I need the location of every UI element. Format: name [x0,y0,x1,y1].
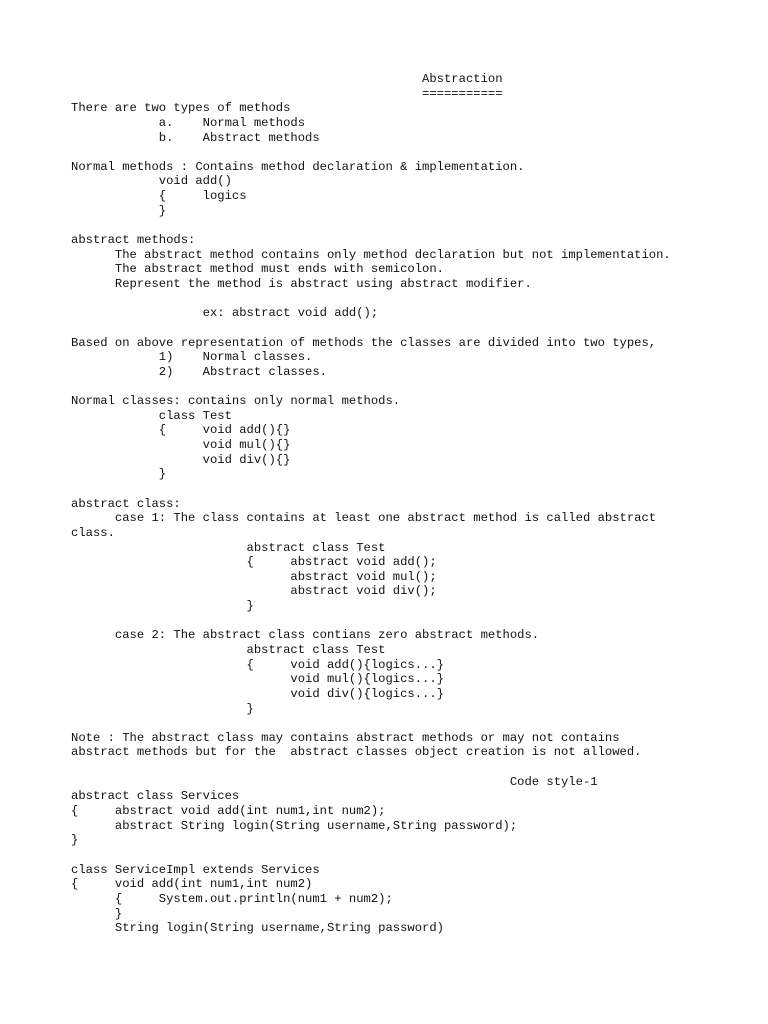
text-line: Represent the method is abstract using abstract modifier. [71,276,532,291]
blank-line [71,614,751,629]
list-item: b. Abstract methods [71,130,320,145]
code-line: abstract void div(); [71,584,437,599]
title-line: Abstraction [71,72,503,86]
blank-line [71,379,751,394]
text-line: class. [71,525,115,540]
code-style-heading: Code style-1 [71,774,598,789]
blank-line [71,760,751,775]
code-line: void mul(){logics...} [71,672,444,687]
note-line: abstract methods but for the abstract classes object creation is not allowed. [71,745,642,760]
blank-line [71,716,751,731]
note-line: Note : The abstract class may contains abstract methods or may not contains [71,730,620,745]
blank-line [71,321,751,336]
code-line: } [71,203,167,218]
code-line: { logics [71,189,247,204]
blank-line [71,218,751,233]
blank-line [71,145,751,160]
code-line: { void add(int num1,int num2) [71,877,313,892]
code-line: { abstract void add(); [71,555,437,570]
code-line: abstract class Test [71,540,386,555]
code-line: void mul(){} [71,438,291,453]
code-line: abstract class Test [71,642,386,657]
code-line: ex: abstract void add(); [71,306,379,321]
code-line: } [71,701,254,716]
text-line: case 2: The abstract class contians zero abstract methods. [71,628,540,643]
text-line: case 1: The class contains at least one abstract method is called abstract [71,511,657,526]
code-line: void add() [71,174,232,189]
list-item: 1) Normal classes. [71,350,313,365]
code-line: { void add(){} [71,423,291,438]
code-line: abstract class Services [71,789,240,804]
section-heading: Normal classes: contains only normal methods. [71,394,401,409]
code-line: void div(){} [71,452,291,467]
code-line: class ServiceImpl extends Services [71,862,320,877]
code-line: { System.out.println(num1 + num2); [71,891,393,906]
list-item: a. Normal methods [71,115,306,130]
list-item: 2) Abstract classes. [71,364,327,379]
code-line: { abstract void add(int num1,int num2); [71,804,386,819]
title-underline: =========== [71,86,503,101]
text-line: The abstract method must ends with semicolon. [71,262,444,277]
blank-line [71,292,751,307]
code-line: abstract void mul(); [71,569,437,584]
blank-line [71,848,751,863]
code-line: } [71,599,254,614]
text-line: The abstract method contains only method declaration but not implementation. [71,247,671,262]
code-line: } [71,833,79,848]
text-line: Based on above representation of methods the classes are divided into two types, [71,335,657,350]
code-line: abstract String login(String username,String password); [71,818,518,833]
section-heading: abstract methods: [71,233,196,248]
text-line: Normal methods : Contains method declaration & implementation. [71,159,525,174]
section-heading: abstract class: [71,496,181,511]
code-line: } [71,467,167,482]
blank-line [71,482,751,497]
code-line: { void add(){logics...} [71,657,444,672]
text-line: There are two types of methods [71,101,291,116]
code-line: void div(){logics...} [71,686,444,701]
code-line: } [71,906,123,921]
code-line: String login(String username,String password) [71,921,444,936]
document-text [71,72,751,936]
code-line: class Test [71,408,232,423]
